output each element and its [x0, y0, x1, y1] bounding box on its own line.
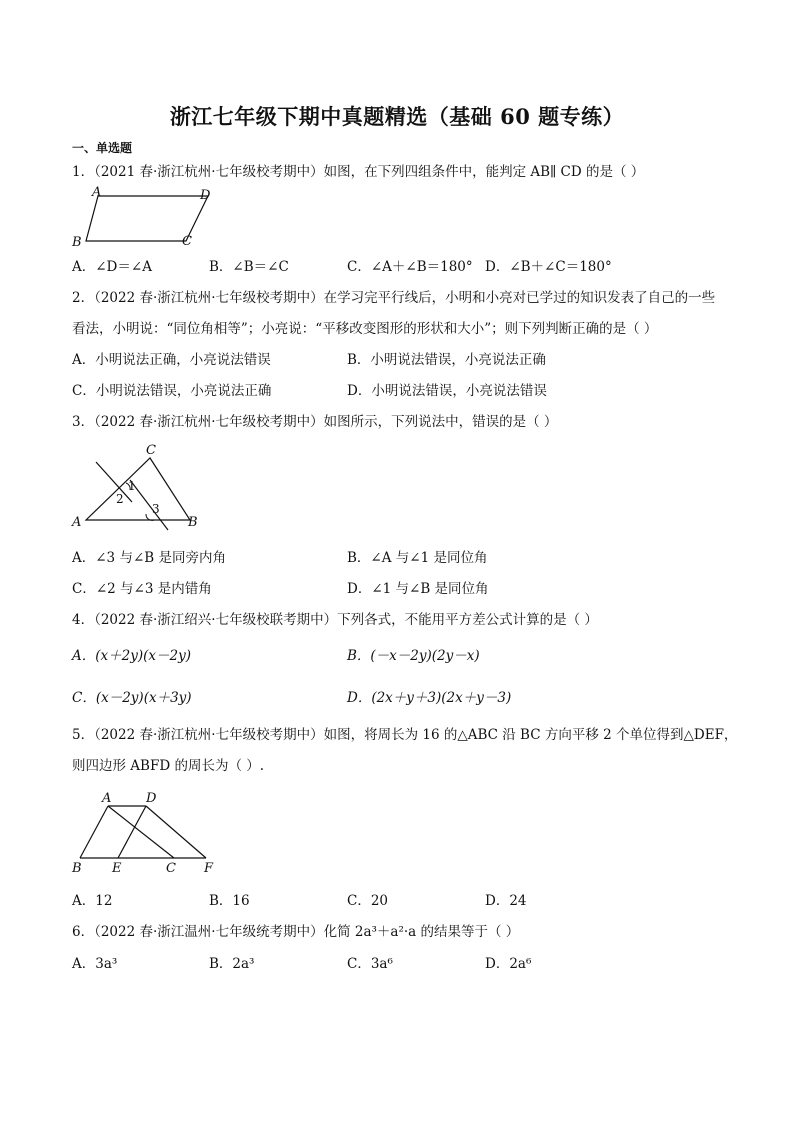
question-4-stem: 4．（2022 春·浙江绍兴·七年级校联考期中）下列各式，不能用平方差公式计算的是（ ）: [72, 612, 598, 628]
label-f: F: [204, 861, 214, 876]
transversal-line-1: [96, 462, 132, 502]
label-c: C: [182, 234, 192, 248]
question-4-option-a: A．(x＋2y)(x－2y): [72, 648, 191, 664]
label-e: E: [112, 861, 122, 876]
question-3-stem: 3．（2022 春·浙江杭州·七年级校考期中）如图所示，下列说法中，错误的是（ ）: [72, 414, 558, 430]
question-2-option-d: D．小明说法错误，小亮说法错误: [347, 383, 547, 399]
label-d: D: [146, 791, 157, 806]
label-b: B: [72, 235, 82, 248]
question-3-option-c: C．∠2 与∠3 是内错角: [72, 581, 212, 597]
question-4-option-c: C．(x－2y)(x＋3y): [72, 690, 192, 706]
question-6-stem: 6．（2022 春·浙江温州·七年级统考期中）化简 2a³＋a²·a 的结果等于（ ）: [72, 924, 520, 940]
question-2-option-b: B．小明说法错误，小亮说法正确: [347, 352, 546, 368]
question-5-option-d: D．24: [485, 893, 527, 909]
question-5-option-a: A．12: [72, 893, 113, 909]
label-b: B: [188, 515, 198, 530]
question-5-option-c: C．20: [347, 893, 389, 909]
question-3-option-a: A．∠3 与∠B 是同旁内角: [72, 550, 226, 566]
label-a: A: [102, 791, 112, 806]
label-c: C: [166, 861, 176, 876]
question-2-option-c: C．小明说法错误，小亮说法正确: [72, 383, 272, 399]
segment-ab: [80, 806, 108, 858]
question-1-stem: 1．（2021 春·浙江杭州·七年级校考期中）如图，在下列四组条件中，能判定 AB∥ CD 的是（ ）: [72, 164, 645, 180]
question-1-option-b: B．∠B＝∠C: [209, 259, 289, 275]
question-6-option-c: C．3a⁶: [347, 956, 393, 972]
question-2-stem-line-1: 2．（2022 春·浙江杭州·七年级校考期中）在学习完平行线后，小明和小亮对已学过的知识发表了自己的一些: [72, 290, 716, 306]
section-heading: 一、单选题: [72, 141, 133, 155]
question-5-stem-line-2: 则四边形 ABFD 的周长为（ ）.: [72, 758, 265, 774]
triangle-abc: [86, 458, 190, 520]
transversal-line-2: [130, 480, 168, 530]
question-1-option-c: C．∠A＋∠B＝180°: [347, 259, 473, 275]
question-3-option-b: B．∠A 与∠1 是同位角: [347, 550, 488, 566]
question-6-option-b: B．2a³: [209, 956, 255, 972]
question-5-stem-line-1: 5．（2022 春·浙江杭州·七年级校考期中）如图，将周长为 16 的△ABC 沿 BC 方向平移 2 个单位得到△DEF，: [72, 727, 738, 743]
label-a: A: [92, 186, 102, 200]
question-1-figure: [68, 186, 218, 248]
question-3-option-d: D．∠1 与∠B 是同位角: [347, 581, 489, 597]
question-6-option-a: A．3a³: [72, 956, 118, 972]
label-c: C: [146, 443, 156, 458]
question-2-option-a: A．小明说法正确，小亮说法错误: [72, 352, 271, 368]
label-d: D: [200, 188, 211, 203]
question-5-figure: [66, 788, 226, 878]
question-6-option-d: D．2a⁶: [485, 956, 532, 972]
question-1-option-d: D．∠B＋∠C＝180°: [485, 259, 612, 275]
label-3: 3: [152, 502, 160, 516]
label-2: 2: [116, 492, 124, 506]
question-4-option-d: D．(2x＋y＋3)(2x＋y－3): [347, 690, 512, 706]
question-1-option-a: A．∠D＝∠A: [72, 259, 152, 275]
question-5-option-b: B．16: [209, 893, 250, 909]
segment-ac: [108, 806, 174, 858]
label-1: 1: [128, 479, 136, 493]
page-title: 浙江七年级下期中真题精选（基础 60 题专练）: [169, 104, 625, 129]
question-4-option-b: B．(－x－2y)(2y－x): [347, 648, 480, 664]
segment-df: [146, 806, 206, 858]
label-a: A: [72, 515, 82, 530]
question-2-stem-line-2: 看法，小明说：“同位角相等”；小亮说：“平移改变图形的形状和大小”；则下列判断正确的是（ ）: [72, 321, 658, 337]
question-3-figure: [68, 440, 218, 532]
label-b: B: [72, 861, 82, 876]
